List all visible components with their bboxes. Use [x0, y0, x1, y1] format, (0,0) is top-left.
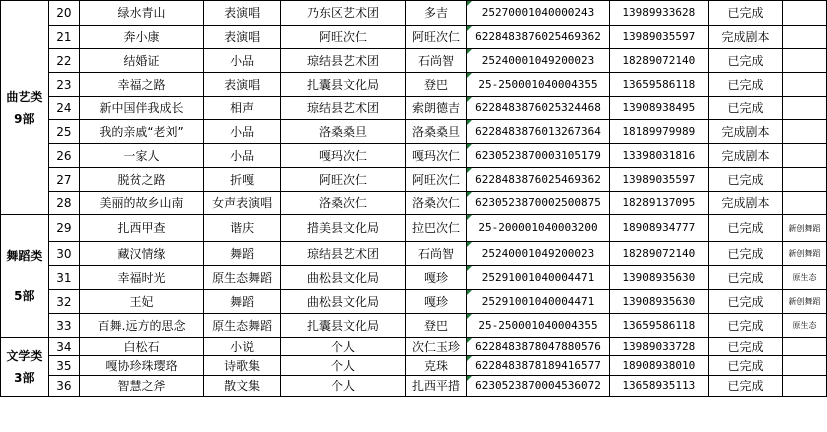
work-type: 原生态舞蹈 — [203, 314, 280, 338]
row-number: 28 — [48, 192, 79, 215]
note-cell — [783, 120, 827, 144]
account-number: 25-250001040004355 — [467, 73, 609, 97]
status-cell: 已完成 — [708, 242, 782, 266]
table-row — [1, 266, 827, 290]
author-name: 嘎珍 — [405, 290, 467, 314]
table-row — [1, 242, 827, 266]
author-name: 索朗德吉 — [405, 97, 467, 120]
work-title: 美丽的故乡山南 — [80, 192, 204, 215]
note-cell — [783, 97, 827, 120]
work-type: 小品 — [203, 144, 280, 168]
category-label: 舞蹈类 — [6, 249, 43, 263]
phone-number: 13659586118 — [609, 314, 708, 338]
work-type: 折嘎 — [203, 168, 280, 192]
note-cell — [783, 73, 827, 97]
note-cell: 原生态 — [783, 314, 827, 338]
work-title: 百舞.远方的思念 — [80, 314, 204, 338]
account-number: 25270001040000243 — [467, 1, 609, 26]
phone-number: 13908935630 — [609, 266, 708, 290]
author-name: 阿旺次仁 — [405, 168, 467, 192]
status-cell: 已完成 — [708, 97, 782, 120]
organization: 嘎玛次仁 — [281, 144, 405, 168]
account-number: 6228483876025324468 — [467, 97, 609, 120]
status-cell: 已完成 — [708, 266, 782, 290]
note-cell: 新创舞蹈 — [783, 290, 827, 314]
category-cell — [1, 215, 49, 338]
work-type: 诗歌集 — [203, 356, 280, 376]
note-cell — [783, 1, 827, 26]
work-title: 藏汉情缘 — [80, 242, 204, 266]
phone-number: 18189979989 — [609, 120, 708, 144]
account-number: 6228483876013267364 — [467, 120, 609, 144]
work-title: 智慧之斧 — [80, 376, 204, 397]
category-label: 文学类 — [6, 349, 43, 363]
status-cell: 已完成 — [708, 73, 782, 97]
phone-number: 13989035597 — [609, 168, 708, 192]
row-number: 35 — [48, 356, 79, 376]
row-number: 30 — [48, 242, 79, 266]
organization: 琼结县艺术团 — [281, 49, 405, 73]
row-number: 32 — [48, 290, 79, 314]
account-number: 25291001040004471 — [467, 290, 609, 314]
work-type: 小品 — [203, 49, 280, 73]
status-cell: 已完成 — [708, 49, 782, 73]
row-number: 36 — [48, 376, 79, 397]
note-cell — [783, 192, 827, 215]
work-type: 小说 — [203, 338, 280, 356]
table-row — [1, 144, 827, 168]
table-row — [1, 168, 827, 192]
work-title: 嘎协珍珠璎珞 — [80, 356, 204, 376]
organization: 琼结县艺术团 — [281, 97, 405, 120]
author-name: 克珠 — [405, 356, 467, 376]
row-number: 34 — [48, 338, 79, 356]
work-title: 绿水青山 — [80, 1, 204, 26]
table-body — [1, 1, 827, 397]
work-title: 我的亲戚“老刘” — [80, 120, 204, 144]
author-name: 嘎珍 — [405, 266, 467, 290]
work-title: 脱贫之路 — [80, 168, 204, 192]
work-type: 表演唱 — [203, 73, 280, 97]
work-type: 表演唱 — [203, 1, 280, 26]
phone-number: 13659586118 — [609, 73, 708, 97]
table-row — [1, 120, 827, 144]
work-type: 表演唱 — [203, 26, 280, 49]
organization: 扎囊县文化局 — [281, 314, 405, 338]
account-number: 6230523870003105179 — [467, 144, 609, 168]
table-row — [1, 376, 827, 397]
table-row — [1, 290, 827, 314]
account-number: 25240001049200023 — [467, 49, 609, 73]
phone-number: 18908938010 — [609, 356, 708, 376]
note-cell — [783, 338, 827, 356]
organization: 阿旺次仁 — [281, 26, 405, 49]
row-number: 29 — [48, 215, 79, 242]
author-name: 登巴 — [405, 314, 467, 338]
organization: 措美县文化局 — [281, 215, 405, 242]
organization: 个人 — [281, 376, 405, 397]
work-type: 原生态舞蹈 — [203, 266, 280, 290]
status-cell: 完成剧本 — [708, 26, 782, 49]
work-title: 幸福之路 — [80, 73, 204, 97]
table-row — [1, 73, 827, 97]
phone-number: 13989033728 — [609, 338, 708, 356]
row-number: 27 — [48, 168, 79, 192]
note-cell — [783, 376, 827, 397]
note-cell — [783, 144, 827, 168]
author-name: 登巴 — [405, 73, 467, 97]
status-cell: 已完成 — [708, 376, 782, 397]
status-cell: 已完成 — [708, 356, 782, 376]
category-count: 9部 — [14, 111, 35, 126]
phone-number: 13989035597 — [609, 26, 708, 49]
account-number: 25291001040004471 — [467, 266, 609, 290]
row-number: 21 — [48, 26, 79, 49]
row-number: 31 — [48, 266, 79, 290]
author-name: 次仁玉珍 — [405, 338, 467, 356]
account-number: 6228483878189416577 — [467, 356, 609, 376]
account-number: 25240001049200023 — [467, 242, 609, 266]
note-cell — [783, 356, 827, 376]
organization: 琼结县艺术团 — [281, 242, 405, 266]
phone-number: 13908935630 — [609, 290, 708, 314]
organization: 曲松县文化局 — [281, 290, 405, 314]
status-cell: 已完成 — [708, 1, 782, 26]
work-type: 舞蹈 — [203, 242, 280, 266]
work-type: 女声表演唱 — [203, 192, 280, 215]
organization: 个人 — [281, 356, 405, 376]
work-type: 舞蹈 — [203, 290, 280, 314]
status-cell: 已完成 — [708, 168, 782, 192]
table-row — [1, 314, 827, 338]
work-title: 王妃 — [80, 290, 204, 314]
organization: 阿旺次仁 — [281, 168, 405, 192]
category-cell — [1, 338, 49, 397]
account-number: 6230523870002500875 — [467, 192, 609, 215]
phone-number: 13658935113 — [609, 376, 708, 397]
table-row — [1, 356, 827, 376]
organization: 乃东区艺术团 — [281, 1, 405, 26]
work-title: 结婚证 — [80, 49, 204, 73]
table-row — [1, 192, 827, 215]
status-cell: 已完成 — [708, 314, 782, 338]
status-cell: 完成剧本 — [708, 192, 782, 215]
phone-number: 13398031816 — [609, 144, 708, 168]
table-row — [1, 26, 827, 49]
account-number: 6228483876025469362 — [467, 26, 609, 49]
author-name: 嘎玛次仁 — [405, 144, 467, 168]
row-number: 26 — [48, 144, 79, 168]
status-cell: 已完成 — [708, 290, 782, 314]
phone-number: 18289072140 — [609, 49, 708, 73]
phone-number: 13908938495 — [609, 97, 708, 120]
row-number: 25 — [48, 120, 79, 144]
row-number: 33 — [48, 314, 79, 338]
account-number: 25-250001040004355 — [467, 314, 609, 338]
work-title: 新中国伴我成长 — [80, 97, 204, 120]
table-row — [1, 338, 827, 356]
author-name: 洛桑桑旦 — [405, 120, 467, 144]
author-name: 阿旺次仁 — [405, 26, 467, 49]
status-cell: 完成剧本 — [708, 120, 782, 144]
work-type: 谐庆 — [203, 215, 280, 242]
organization: 个人 — [281, 338, 405, 356]
work-title: 幸福时光 — [80, 266, 204, 290]
author-name: 石尚智 — [405, 242, 467, 266]
table-row — [1, 215, 827, 242]
organization: 洛桑次仁 — [281, 192, 405, 215]
status-cell: 完成剧本 — [708, 144, 782, 168]
account-number: 6228483876025469362 — [467, 168, 609, 192]
status-cell: 已完成 — [708, 215, 782, 242]
note-cell — [783, 26, 827, 49]
organization: 曲松县文化局 — [281, 266, 405, 290]
note-cell: 新创舞蹈 — [783, 242, 827, 266]
organization: 洛桑桑旦 — [281, 120, 405, 144]
row-number: 23 — [48, 73, 79, 97]
work-title: 扎西甲查 — [80, 215, 204, 242]
category-count: 5部 — [14, 289, 35, 303]
author-name: 石尚智 — [405, 49, 467, 73]
account-number: 6230523870004536072 — [467, 376, 609, 397]
organization: 扎囊县文化局 — [281, 73, 405, 97]
row-number: 20 — [48, 1, 79, 26]
phone-number: 18908934777 — [609, 215, 708, 242]
account-number: 25-200001040003200 — [467, 215, 609, 242]
work-type: 相声 — [203, 97, 280, 120]
category-count: 3部 — [14, 371, 35, 385]
category-cell — [1, 1, 49, 215]
note-cell — [783, 49, 827, 73]
phone-number: 18289137095 — [609, 192, 708, 215]
account-number: 6228483878047880576 — [467, 338, 609, 356]
work-title: 一家人 — [80, 144, 204, 168]
note-cell: 新创舞蹈 — [783, 215, 827, 242]
status-cell: 已完成 — [708, 338, 782, 356]
note-cell — [783, 168, 827, 192]
category-label: 曲艺类 — [6, 89, 43, 104]
phone-number: 13989933628 — [609, 1, 708, 26]
author-name: 多吉 — [405, 1, 467, 26]
phone-number: 18289072140 — [609, 242, 708, 266]
author-name: 洛桑次仁 — [405, 192, 467, 215]
row-number: 22 — [48, 49, 79, 73]
note-cell: 原生态 — [783, 266, 827, 290]
author-name: 拉巴次仁 — [405, 215, 467, 242]
table-row — [1, 49, 827, 73]
row-number: 24 — [48, 97, 79, 120]
work-type: 散文集 — [203, 376, 280, 397]
author-name: 扎西平措 — [405, 376, 467, 397]
work-title: 白松石 — [80, 338, 204, 356]
work-title: 奔小康 — [80, 26, 204, 49]
table-row — [1, 97, 827, 120]
work-type: 小品 — [203, 120, 280, 144]
table-row — [1, 1, 827, 26]
